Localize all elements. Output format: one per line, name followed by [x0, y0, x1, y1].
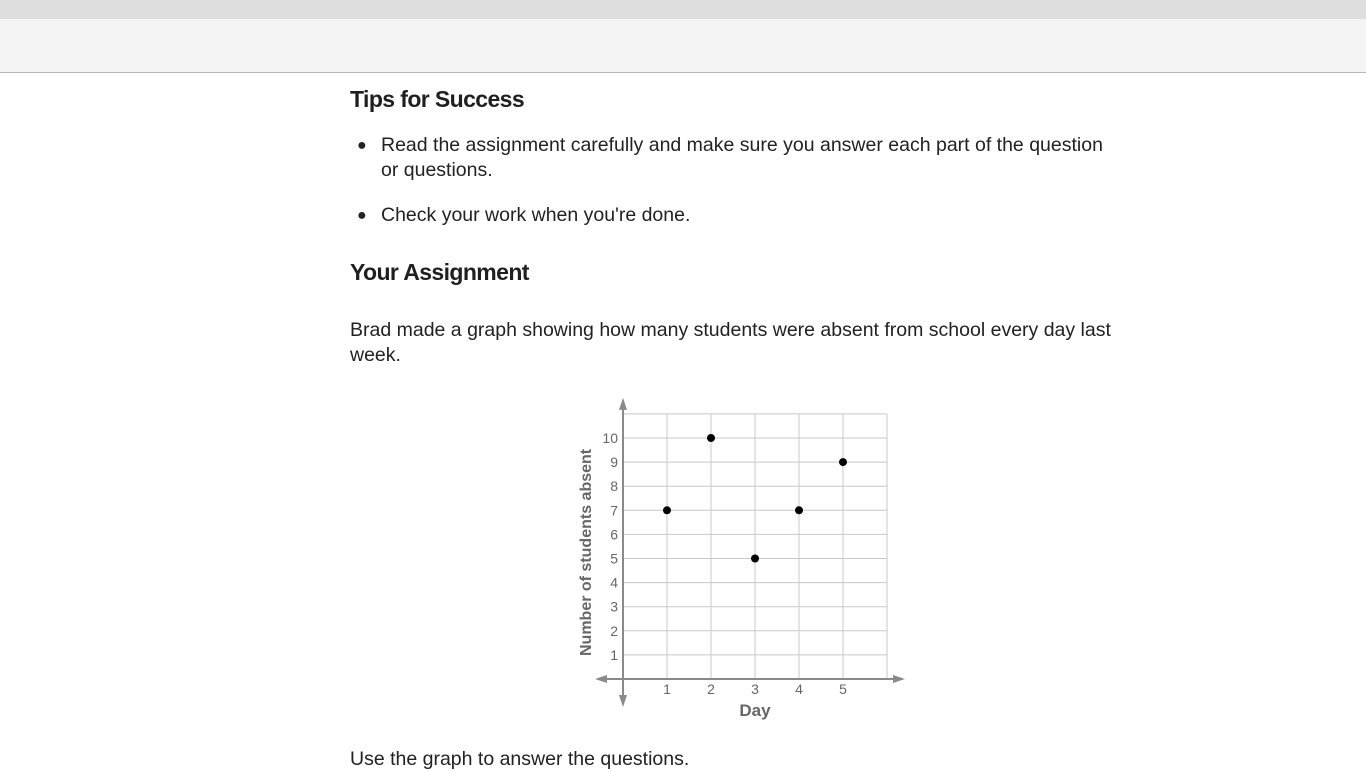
tips-list: [350, 133, 1110, 228]
x-tick-label: 2: [707, 681, 715, 697]
absence-scatter-chart: [575, 398, 915, 728]
y-tick-label: 4: [610, 574, 618, 591]
y-tick-label: 3: [610, 598, 618, 615]
data-point: [707, 434, 715, 442]
y-tick-label: 8: [610, 478, 618, 495]
tip-text: Check your work when you're done.: [381, 204, 691, 226]
x-tick-label: 5: [839, 681, 847, 697]
y-tick-label: 7: [610, 502, 618, 519]
bullet-icon: ●: [357, 207, 367, 224]
data-point: [839, 458, 847, 466]
assignment-heading: Your Assignment: [350, 259, 529, 285]
x-axis-arrow-left-icon: [595, 675, 607, 683]
y-tick-label: 1: [610, 646, 618, 663]
y-tick-label: 9: [610, 454, 618, 471]
x-tick-label: 4: [795, 681, 803, 697]
x-axis-label: Day: [739, 701, 771, 720]
list-item: [350, 203, 1110, 228]
x-axis-arrow-right-icon: [893, 675, 905, 683]
assignment-instruction: Use the graph to answer the questions.: [350, 748, 690, 770]
data-point: [751, 555, 759, 563]
data-point: [663, 506, 671, 514]
toolbar: [0, 19, 1366, 73]
y-axis-arrow-down-icon: [619, 695, 627, 707]
x-tick-label: 1: [663, 681, 671, 697]
list-item: [350, 133, 1110, 183]
x-tick-label: 3: [751, 681, 759, 697]
assignment-intro: Brad made a graph showing how many students were absent from school every day last week.: [350, 319, 1111, 366]
tips-heading: Tips for Success: [350, 86, 525, 112]
y-tick-label: 2: [610, 622, 618, 639]
y-tick-label: 5: [610, 550, 618, 567]
tip-text: Read the assignment carefully and make sure you answer each part of the question or questions.: [381, 134, 1103, 181]
y-tick-label: 10: [602, 430, 618, 446]
data-point: [795, 506, 803, 514]
y-axis-label: Number of students absent: [578, 448, 595, 657]
browser-top-strip: [0, 0, 1366, 19]
y-tick-label: 6: [610, 526, 618, 543]
bullet-icon: ●: [357, 137, 367, 154]
y-axis-arrow-up-icon: [619, 398, 627, 410]
